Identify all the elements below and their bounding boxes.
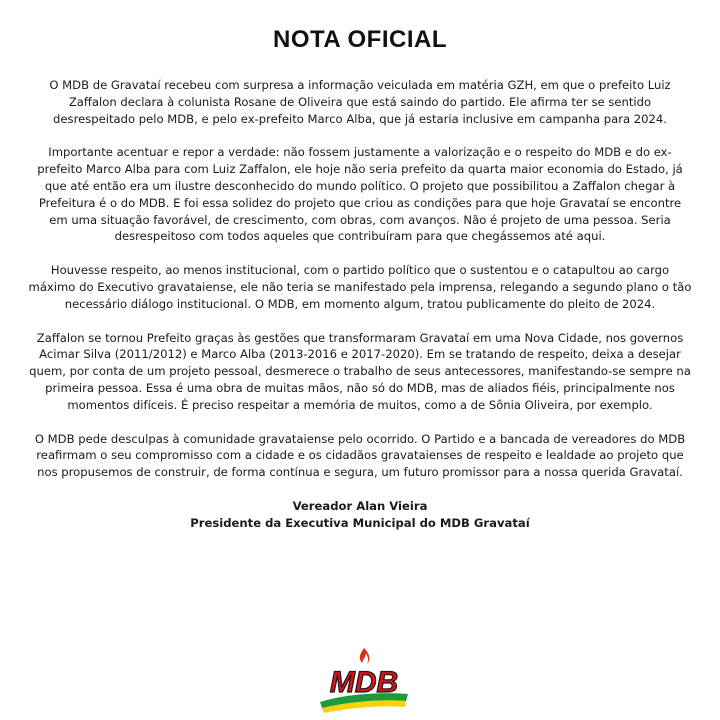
- paragraph-2: Importante acentuar e repor a verdade: não fossem justamente a valorização e o respeito do MDB e do ex-prefeito Marco Alba para com Luiz Zaffalon, ele hoje não seria prefeito da quarta maior economia do Estado, já que até então era um ilustre desconhecido do mundo político. O projeto que possibilitou a Zaffalon chegar à Prefeitura é o do MDB. E foi essa solidez do projeto que criou as condições para que hoje Gravataí se encontre em uma situação favorável, de crescimento, com obras, com avanços. Não é projeto de uma pessoa. Seria desrespeitoso com todos aqueles que contribuíram para que chegássemos até aqui.: [37, 145, 683, 244]
- signature-name: Vereador Alan Vieira: [292, 498, 428, 513]
- document-title: NOTA OFICIAL: [273, 26, 447, 53]
- signature-block: [28, 498, 692, 532]
- paragraph-5: O MDB pede desculpas à comunidade gravataiense pelo ocorrido. O Partido e a bancada de vereadores do MDB reafirmam o seu compromisso com a cidade e os cidadãos gravataienses de respeito e lealdade ao projeto que nos propusemos de construir, de forma contínua e segura, um futuro promissor para a nossa querida Gravataí.: [34, 431, 686, 480]
- document-body: [28, 77, 692, 532]
- mdb-wordmark: MDB: [329, 666, 399, 699]
- mdb-logo: [316, 644, 412, 714]
- mdb-logo-graphic: [316, 644, 412, 714]
- flame-icon: [360, 648, 370, 664]
- signature-role: Presidente da Executiva Municipal do MDB Gravataí: [190, 515, 530, 530]
- paragraph-3: Houvesse respeito, ao menos institucional, com o partido político que o sustentou e o catapultou ao cargo máximo do Executivo gravataiense, ele não teria se manifestado pela imprensa, relegando a segundo plano o tão necessário diálogo institucional. O MDB, em momento algum, tratou publicamente do pleito de 2024.: [28, 263, 692, 311]
- paragraph-4: Zaffalon se tornou Prefeito graças às gestões que transformaram Gravataí em uma Nova Cidade, nos governos Acimar Silva (2011/2012) e Marco Alba (2013-2016 e 2017-2020). Em se tratando de respeito, deixa a desejar quem, por conta de um projeto pessoal, desmerece o trabalho de seus antecessores, manifestando-se sempre na primeira pessoa. Essa é uma obra de muitas mãos, não só do MDB, mas de aliados fiéis, principalmente nos momentos difíceis. É preciso respeitar a memória de muitos, como a de Sônia Oliveira, por exemplo.: [29, 330, 691, 412]
- paragraph-1: O MDB de Gravataí recebeu com surpresa a informação veiculada em matéria GZH, em que o prefeito Luiz Zaffalon declara à colunista Rosane de Oliveira que está saindo do partido. Ele afirma ter se sentido desrespeitado pelo MDB, e pelo ex-prefeito Marco Alba, que já estaria inclusive em campanha para 2024.: [49, 78, 671, 126]
